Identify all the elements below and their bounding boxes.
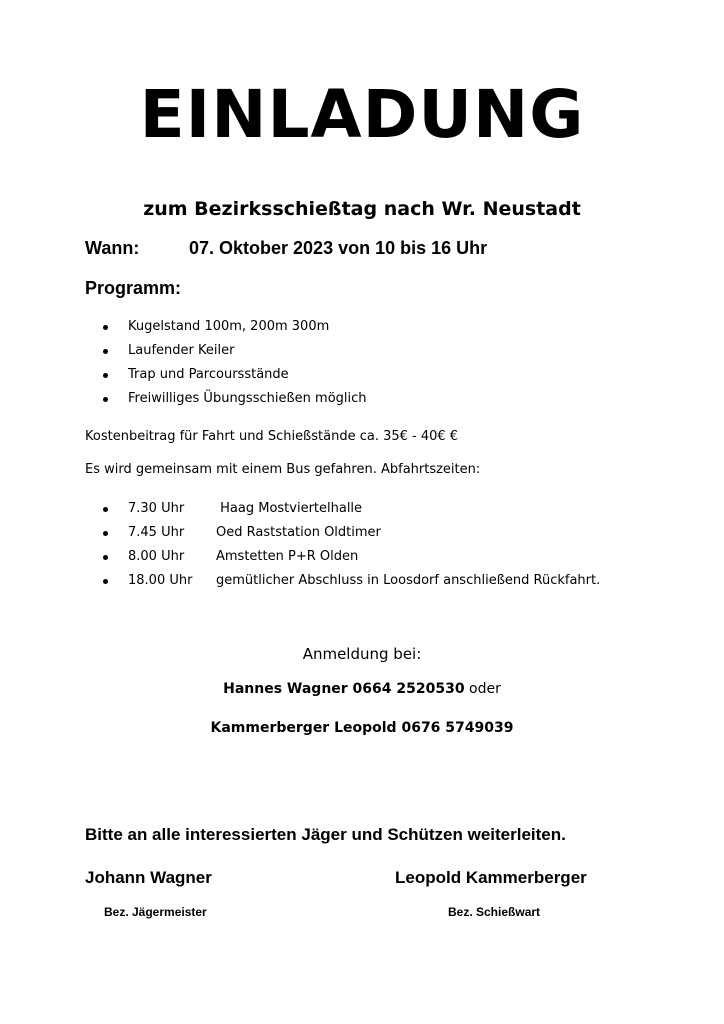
departure-list: [103, 497, 600, 593]
list-item: [103, 521, 600, 545]
program-heading: Programm:: [85, 278, 182, 298]
event-date: [85, 238, 487, 260]
departure-place: Amstetten P+R Olden: [216, 549, 359, 564]
list-item: Trap und Parcoursstände: [103, 363, 367, 387]
departure-place: gemütlicher Abschluss in Loosdorf anschließend Rückfahrt.: [216, 573, 601, 588]
departure-time: 7.45 Uhr: [128, 525, 185, 540]
list-item: Laufender Keiler: [103, 339, 367, 363]
departure-time: 7.30 Uhr: [128, 501, 185, 516]
bullet-icon: [103, 397, 108, 402]
when-value: 07. Oktober 2023 von 10 bis 16 Uhr: [189, 238, 488, 258]
list-item: [103, 569, 600, 593]
cost-text: Kostenbeitrag für Fahrt und Schießstände ca. 35€ - 40€ €: [85, 429, 459, 444]
contact-line-1: [0, 681, 724, 697]
list-item: Freiwilliges Übungsschießen möglich: [103, 387, 367, 411]
bullet-icon: [103, 555, 108, 560]
list-item: [103, 497, 600, 521]
program-list: [103, 315, 367, 411]
signature-role-right: Bez. Schießwart: [448, 905, 541, 919]
bullet-icon: [103, 325, 108, 330]
signature-name-right: Leopold Kammerberger: [395, 868, 587, 887]
page-title: EINLADUNG: [139, 76, 585, 153]
signature-role-left: Bez. Jägermeister: [104, 905, 207, 919]
contact-1-name: Hannes Wagner 0664 2520530: [223, 681, 465, 697]
bullet-icon: [103, 349, 108, 354]
bullet-icon: [103, 579, 108, 584]
contact-line-2: Kammerberger Leopold 0676 5749039: [210, 720, 514, 736]
signature-name-left: Johann Wagner: [85, 868, 212, 887]
departure-place: Haag Mostviertelhalle: [216, 501, 363, 516]
bullet-icon: [103, 373, 108, 378]
departure-time: 8.00 Uhr: [128, 549, 185, 564]
registration-heading: Anmeldung bei:: [302, 645, 422, 663]
list-item: [103, 545, 600, 569]
departure-place: Oed Raststation Oldtimer: [216, 525, 381, 540]
bullet-icon: [103, 507, 108, 512]
bus-text: Es wird gemeinsam mit einem Bus gefahren. Abfahrtszeiten:: [85, 462, 481, 477]
when-label: Wann:: [85, 238, 140, 258]
event-subtitle: zum Bezirksschießtag nach Wr. Neustadt: [143, 198, 581, 220]
contact-1-suffix: oder: [464, 681, 501, 697]
departure-time: 18.00 Uhr: [128, 573, 193, 588]
bullet-icon: [103, 531, 108, 536]
list-item: Kugelstand 100m, 200m 300m: [103, 315, 367, 339]
forward-note: Bitte an alle interessierten Jäger und Schützen weiterleiten.: [85, 825, 566, 844]
